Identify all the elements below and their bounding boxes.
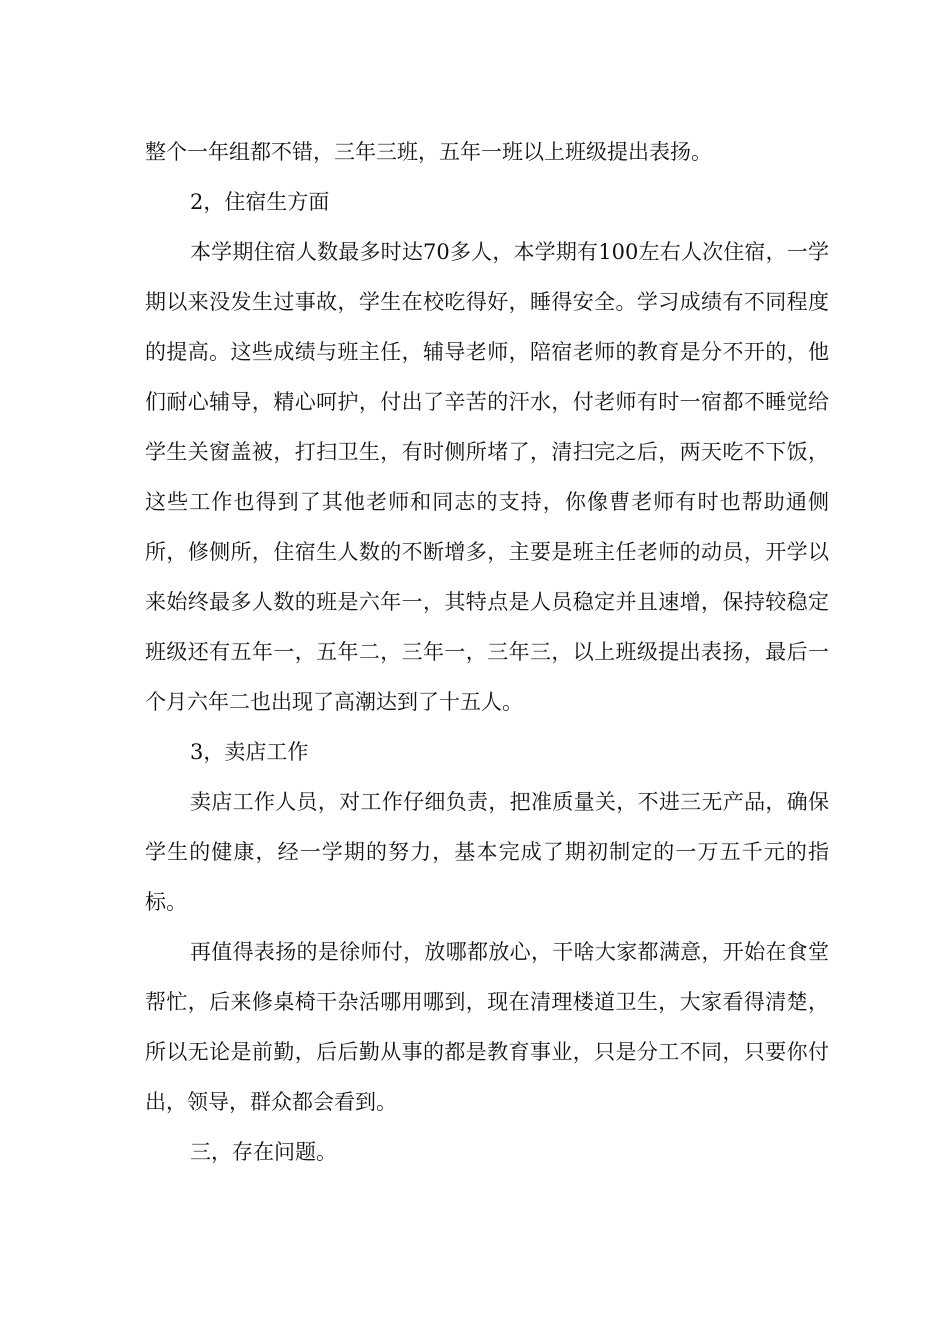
paragraph-store: 卖店工作人员，对工作仔细负责，把准质量关，不进三无产品，确保学生的健康，经一学期的努力，基本完成了期初制定的一万五千元的指标。 (145, 790, 829, 914)
section-heading-problems: 三，存在问题。 (190, 1140, 337, 1164)
paragraph-boarding: 本学期住宿人数最多时达70多人，本学期有100左右人次住宿，一学期以来没发生过事故，学生在校吃得好，睡得安全。学习成绩有不同程度的提高。这些成绩与班主任，辅导老师，陪宿老师的教育是分不开的，他们耐心辅导，精心呵护，付出了辛苦的汗水，付老师有时一宿都不睡觉给学生关窗盖被，打扫卫生，有时侧所堵了，清扫完之后，两天吃不下饭，这些工作也得到了其他老师和同志的支持，你像曹老师有时也帮助通侧所，修侧所，住宿生人数的不断增多，主要是班主任老师的动员，开学以来始终最多人数的班是六年一，其特点是人员稳定并且速增，保持较稳定班级还有五年一，五年二，三年一，三年三，以上班级提出表扬，最后一个月六年二也出现了高潮达到了十五人。 (145, 240, 829, 714)
paragraph-continuation: 整个一年组都不错，三年三班，五年一班以上班级提出表扬。 (145, 140, 712, 164)
section-heading-boarding: 2，住宿生方面 (190, 190, 330, 214)
paragraph-praise: 再值得表扬的是徐师付，放哪都放心，干啥大家都满意，开始在食堂帮忙，后来修桌椅干杂活哪用哪到，现在清理楼道卫生，大家看得清楚，所以无论是前勤，后后勤从事的都是教育事业，只是分工不同，只要你付出，领导，群众都会看到。 (145, 940, 829, 1114)
document-body (145, 127, 829, 1177)
section-heading-store: 3，卖店工作 (190, 740, 309, 764)
